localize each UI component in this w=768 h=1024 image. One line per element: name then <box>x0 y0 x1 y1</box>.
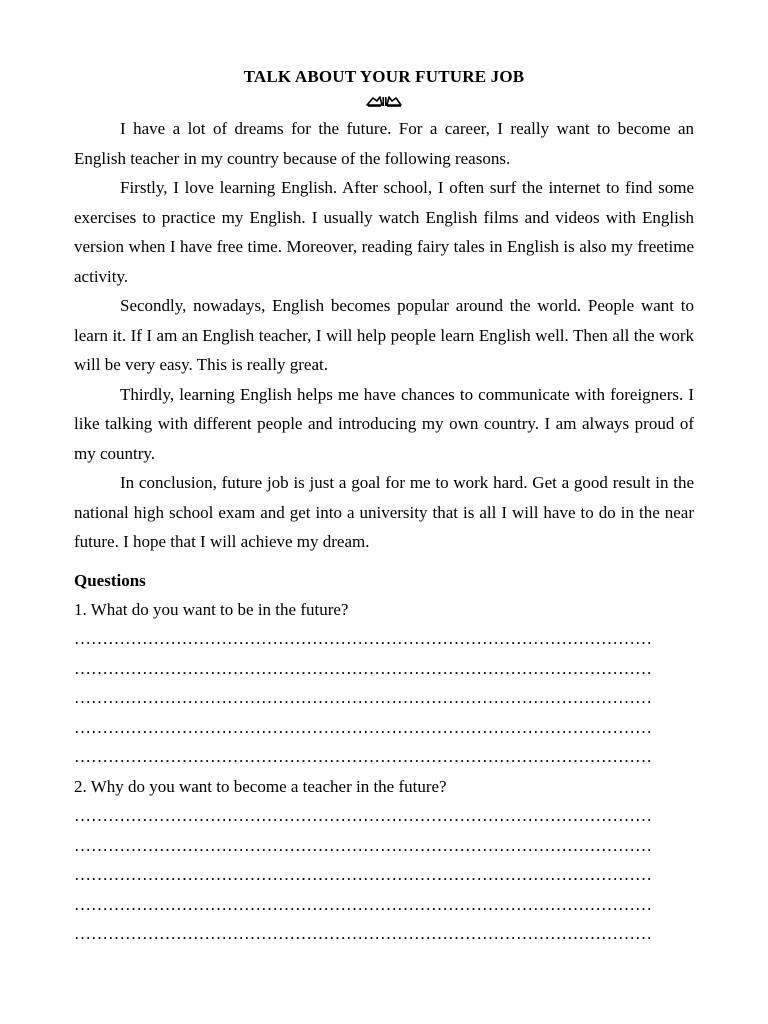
answer-line[interactable]: ………………………………………………………………………………………… <box>74 924 652 943</box>
question-block <box>74 595 694 772</box>
essay-paragraph: I have a lot of dreams for the future. For a career, I really want to become an English teacher in my country because of the following reasons. <box>74 119 694 168</box>
answer-line[interactable]: ………………………………………………………………………………………… <box>74 747 652 766</box>
page-title: TALK ABOUT YOUR FUTURE JOB <box>243 67 525 86</box>
answer-line[interactable]: ………………………………………………………………………………………… <box>74 688 652 707</box>
answer-line[interactable]: ………………………………………………………………………………………… <box>74 629 652 648</box>
answer-line[interactable]: ………………………………………………………………………………………… <box>74 894 652 914</box>
essay-paragraph: In conclusion, future job is just a goal for me to work hard. Get a good result in the national high school exam and get into a university that is all I will have to do in the near future. I hope that I will achieve my dream. <box>74 473 694 551</box>
decorative-divider-icon-graphic <box>365 93 403 109</box>
essay-paragraph: Firstly, I love learning English. After school, I often surf the internet to find some exercises to practice my English. I usually watch English films and videos with English version when I have free time. Moreover, reading fairy tales in English is also my freetime activity. <box>74 178 694 286</box>
answer-line[interactable]: ………………………………………………………………………………………… <box>74 806 652 825</box>
document-page <box>74 62 694 949</box>
answer-line[interactable]: ………………………………………………………………………………………… <box>74 717 652 737</box>
essay-body <box>74 114 694 557</box>
question-text: 2. Why do you want to become a teacher in the future? <box>74 776 447 796</box>
question-block <box>74 772 694 949</box>
answer-line[interactable]: ………………………………………………………………………………………… <box>74 658 652 678</box>
essay-paragraph: Thirdly, learning English helps me have chances to communicate with foreigners. I like talking with different people and introducing my own country. I am always proud of my country. <box>74 384 694 463</box>
answer-line[interactable]: ………………………………………………………………………………………… <box>74 865 652 884</box>
essay-paragraph: Secondly, nowadays, English becomes popular around the world. People want to learn it. If I am an English teacher, I will help people learn English well. Then all the work will be very easy. This is really great. <box>74 296 694 374</box>
answer-line[interactable]: ………………………………………………………………………………………… <box>74 835 652 855</box>
question-text: 1. What do you want to be in the future? <box>74 599 349 619</box>
questions-heading: Questions <box>74 570 146 590</box>
